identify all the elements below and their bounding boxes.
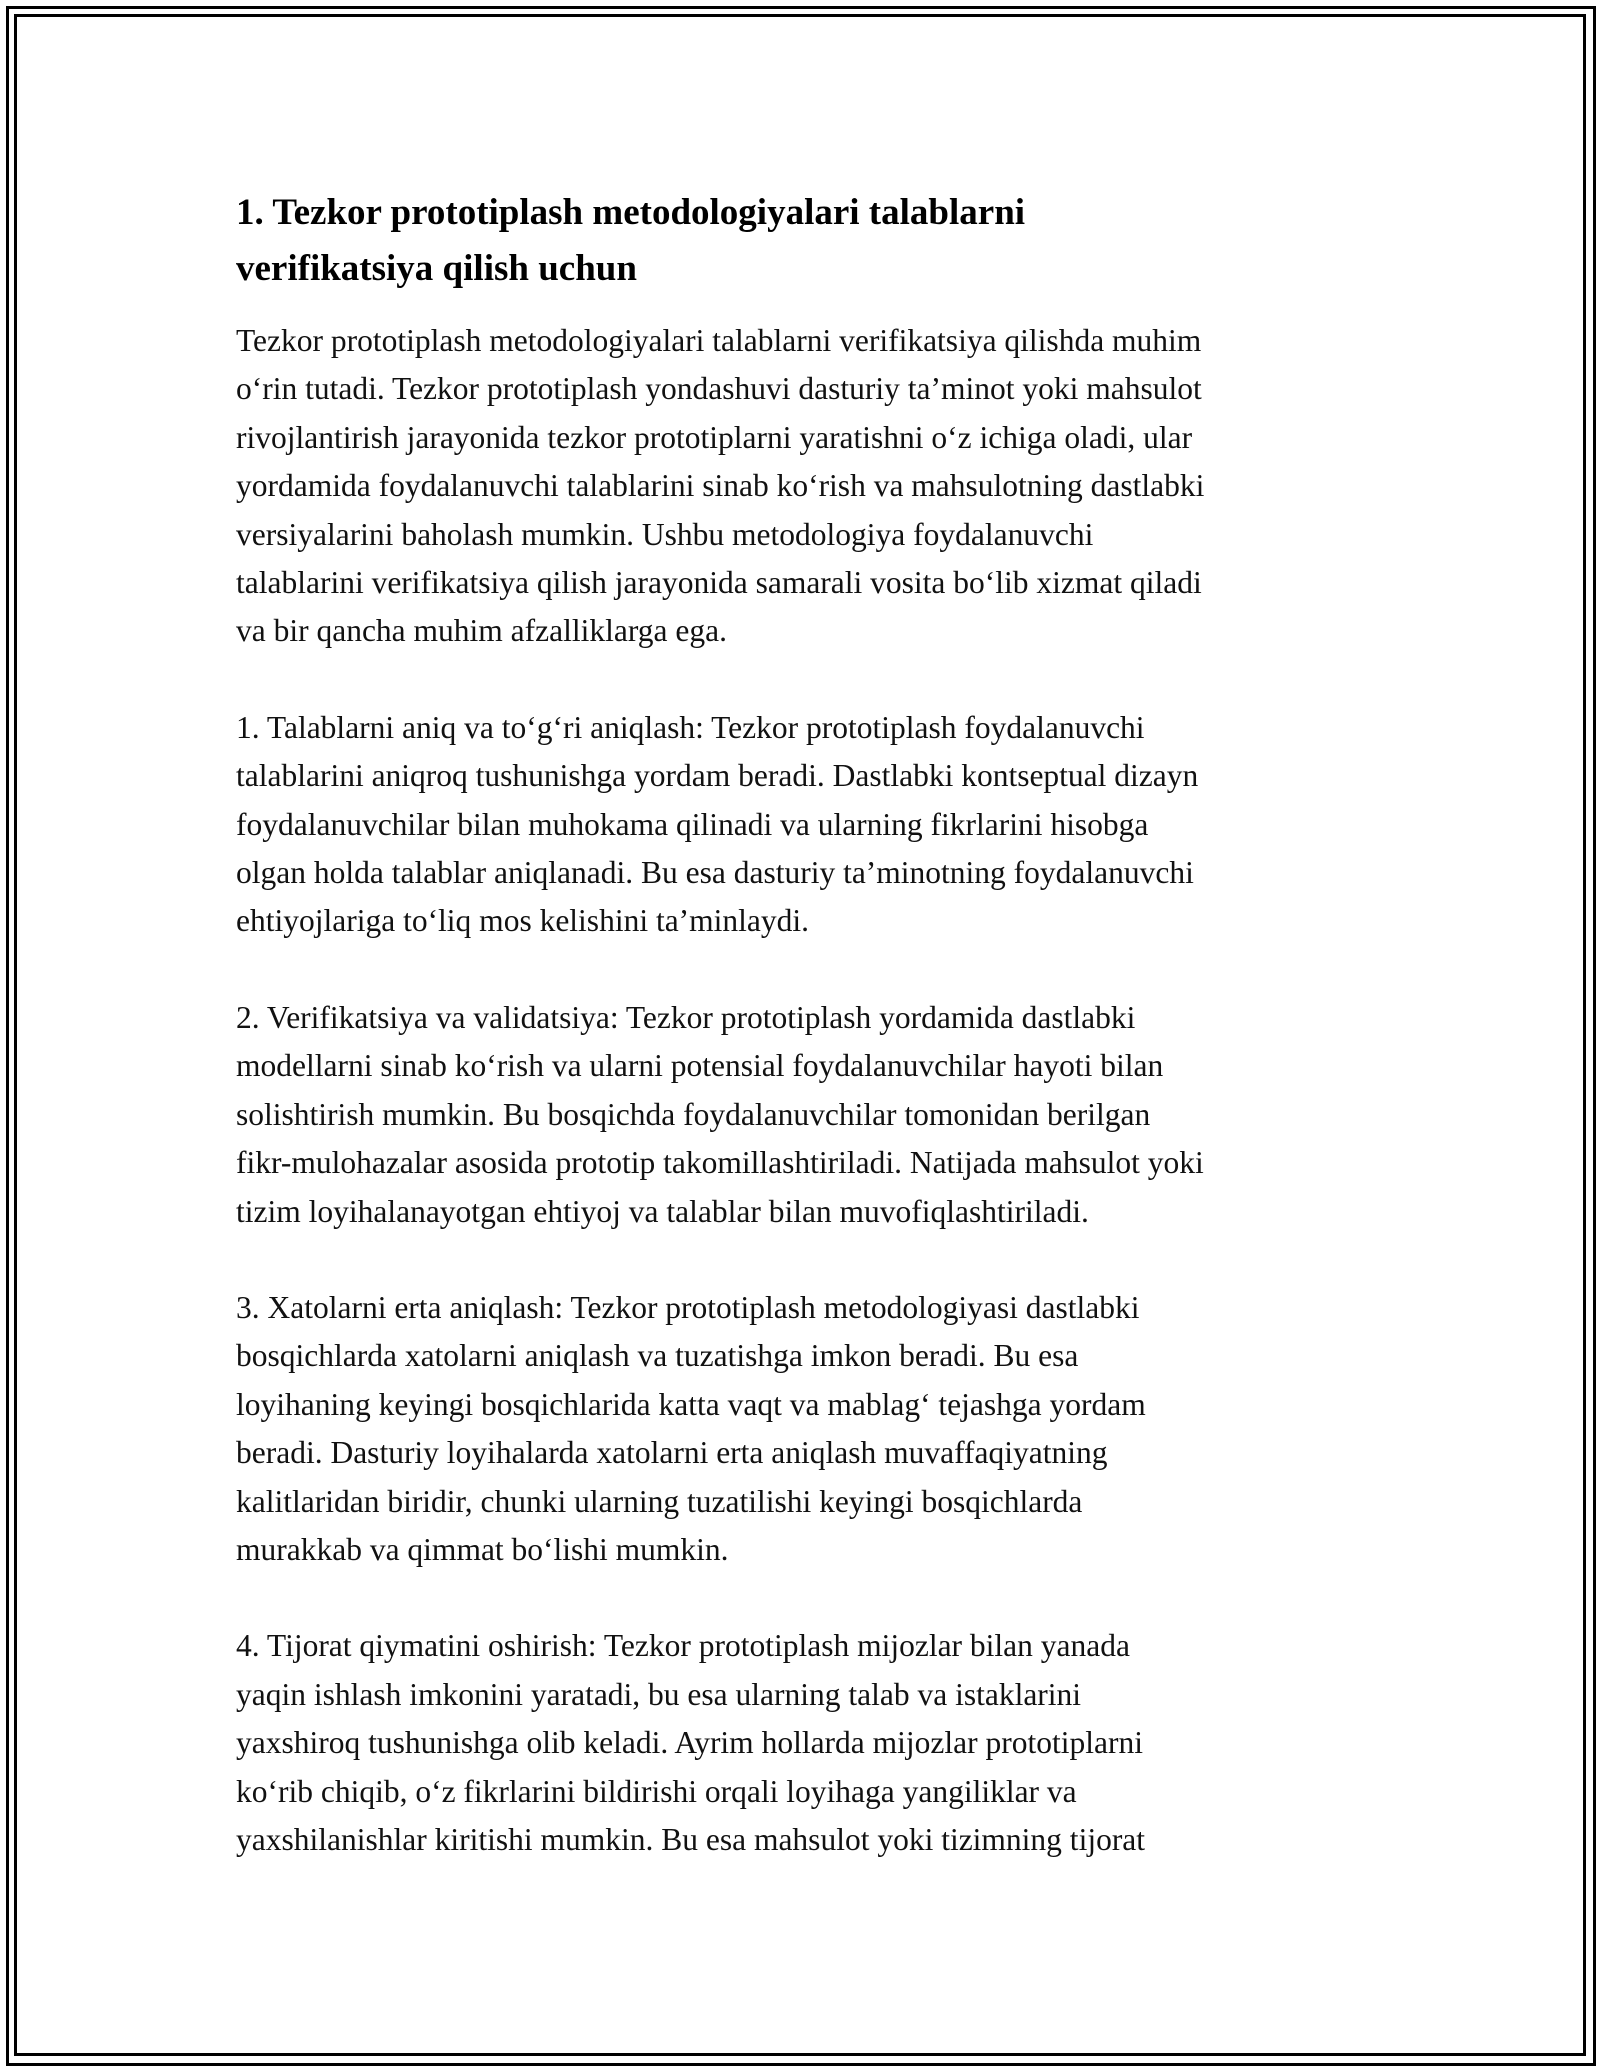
section-heading — [236, 185, 1366, 297]
section-heading-line: verifikatsiya qilish uchun — [236, 248, 637, 289]
text-line: talablarini aniqroq tushunishga yordam beradi. Dastlabki kontseptual dizayn — [236, 758, 1199, 794]
text-line: beradi. Dasturiy loyihalarda xatolarni erta aniqlash muvaffaqiyatning — [236, 1435, 1108, 1471]
section-heading-line: 1. Tezkor prototiplash metodologiyalari talablarni — [236, 192, 1026, 233]
list-paragraph-4 — [236, 1622, 1366, 1864]
text-line: kalitlaridan biridir, chunki ularning tuzatilishi keyingi bosqichlarda — [236, 1483, 1083, 1519]
text-line: 2. Verifikatsiya va validatsiya: Tezkor prototiplash yordamida dastlabki — [236, 999, 1136, 1035]
text-line: fikr-mulohazalar asosida prototip takomillashtiriladi. Natijada mahsulot yoki — [236, 1145, 1204, 1181]
text-line: solishtirish mumkin. Bu bosqichda foydalanuvchilar tomonidan berilgan — [236, 1096, 1151, 1132]
text-line: yordamida foydalanuvchi talablarini sinab ko‘rish va mahsulotning dastlabki — [236, 468, 1205, 504]
text-line: 3. Xatolarni erta aniqlash: Tezkor prototiplash metodologiyasi dastlabki — [236, 1289, 1140, 1325]
text-line: o‘rin tutadi. Tezkor prototiplash yondashuvi dasturiy ta’minot yoki mahsulot — [236, 371, 1202, 407]
text-line: ehtiyojlariga to‘liq mos kelishini ta’minlaydi. — [236, 903, 810, 939]
text-line: yaqin ishlash imkonini yaratadi, bu esa ularning talab va istaklarini — [236, 1676, 1082, 1712]
text-line: Tezkor prototiplash metodologiyalari talablarni verifikatsiya qilishda muhim — [236, 323, 1202, 358]
intro-paragraph — [236, 317, 1366, 656]
text-line: foydalanuvchilar bilan muhokama qilinadi va ularning fikrlarini hisobga — [236, 806, 1149, 842]
text-line: ko‘rib chiqib, o‘z fikrlarini bildirishi orqali loyihaga yangiliklar va — [236, 1773, 1077, 1809]
text-line: murakkab va qimmat bo‘lishi mumkin. — [236, 1531, 729, 1567]
text-line: versiyalarini baholash mumkin. Ushbu metodologiya foydalanuvchi — [236, 516, 1094, 552]
text-line: rivojlantirish jarayonida tezkor prototiplarni yaratishni o‘z ichiga oladi, ular — [236, 419, 1193, 455]
text-line: loyihaning keyingi bosqichlarida katta vaqt va mablag‘ tejashga yordam — [236, 1386, 1146, 1422]
list-paragraph-2 — [236, 994, 1366, 1236]
document-page — [236, 185, 1366, 1864]
text-line: olgan holda talablar aniqlanadi. Bu esa dasturiy ta’minotning foydalanuvchi — [236, 855, 1194, 891]
text-line: va bir qancha muhim afzalliklarga ega. — [236, 613, 727, 649]
list-paragraph-3 — [236, 1284, 1366, 1574]
text-line: talablarini verifikatsiya qilish jarayonida samarali vosita bo‘lib xizmat qiladi — [236, 565, 1202, 601]
text-line: bosqichlarda xatolarni aniqlash va tuzatishga imkon beradi. Bu esa — [236, 1338, 1079, 1374]
list-paragraph-1 — [236, 704, 1366, 946]
text-line: yaxshilanishlar kiritishi mumkin. Bu esa mahsulot yoki tizimning tijorat — [236, 1821, 1146, 1857]
text-line: yaxshiroq tushunishga olib keladi. Ayrim hollarda mijozlar prototiplarni — [236, 1725, 1143, 1761]
text-line: 4. Tijorat qiymatini oshirish: Tezkor prototiplash mijozlar bilan yanada — [236, 1628, 1130, 1664]
text-line: 1. Talablarni aniq va to‘g‘ri aniqlash: Tezkor prototiplash foydalanuvchi — [236, 709, 1145, 745]
text-line: modellarni sinab ko‘rish va ularni potensial foydalanuvchilar hayoti bilan — [236, 1048, 1164, 1084]
text-line: tizim loyihalanayotgan ehtiyoj va talablar bilan muvofiqlashtiriladi. — [236, 1193, 1089, 1229]
